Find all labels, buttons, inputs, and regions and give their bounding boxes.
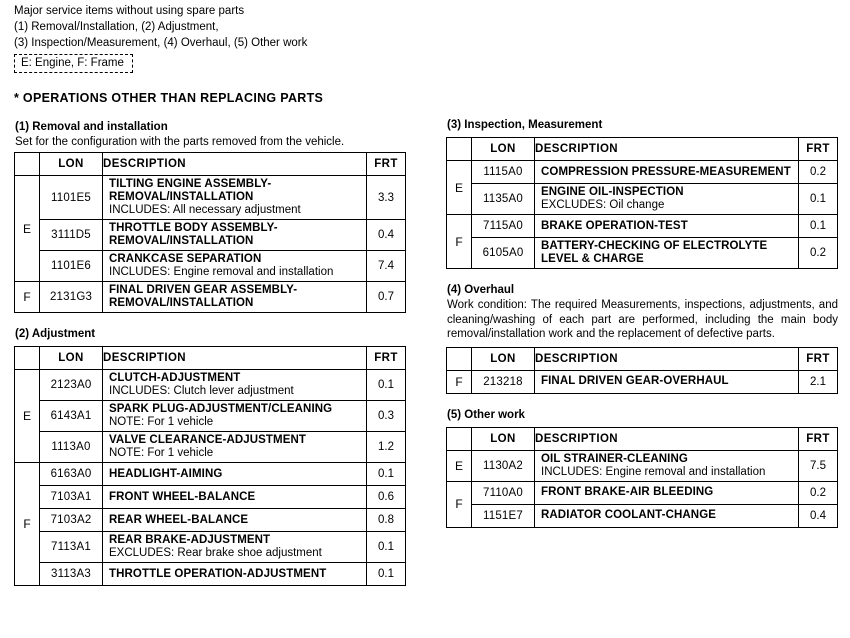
cell-lon: 6163A0 — [40, 463, 103, 486]
description-main: HEADLIGHT-AIMING — [109, 467, 223, 480]
cell-description — [103, 401, 367, 432]
description-note: EXCLUDES: Oil change — [541, 199, 665, 211]
column-header-desc: DESCRIPTION — [103, 347, 367, 370]
cell-lon: 1101E6 — [40, 251, 103, 282]
cell-frt: 0.6 — [367, 486, 406, 509]
column-header-desc: DESCRIPTION — [535, 427, 799, 450]
column-header-ef — [447, 138, 472, 161]
cell-lon: 1130A2 — [472, 450, 535, 481]
table-removal-wrapper — [14, 152, 406, 313]
description-note: INCLUDES: Clutch lever adjustment — [109, 385, 294, 397]
column-header-ef — [447, 347, 472, 370]
cell-description — [103, 370, 367, 401]
column-header-desc: DESCRIPTION — [535, 138, 799, 161]
cell-section-code: F — [447, 370, 472, 393]
document-header — [14, 3, 434, 73]
cell-lon: 1151E7 — [472, 504, 535, 527]
column-header-frt: FRT — [799, 138, 838, 161]
section-subtitle-removal: Set for the configuration with the parts removed from the vehicle. — [15, 136, 345, 148]
cell-frt: 0.2 — [799, 161, 838, 184]
table-row — [15, 532, 406, 563]
cell-frt: 0.7 — [367, 282, 406, 313]
cell-description — [103, 563, 367, 586]
table-row — [15, 251, 406, 282]
cell-lon: 1135A0 — [472, 184, 535, 215]
cell-description — [535, 184, 799, 215]
description-note: INCLUDES: Engine removal and installation — [109, 266, 334, 278]
table-row — [447, 161, 838, 184]
cell-description — [535, 450, 799, 481]
right-column — [446, 118, 838, 528]
cell-lon: 1115A0 — [472, 161, 535, 184]
table-row — [447, 450, 838, 481]
cell-frt: 2.1 — [799, 370, 838, 393]
header-line-3: (3) Inspection/Measurement, (4) Overhaul, (5) Other work — [14, 37, 308, 49]
description-main: REAR BRAKE-ADJUSTMENT — [109, 534, 271, 546]
cell-description — [103, 463, 367, 486]
description-main: OIL STRAINER-CLEANING — [541, 452, 688, 465]
table-header-row — [15, 347, 406, 370]
column-header-lon: LON — [472, 427, 535, 450]
table-row — [15, 370, 406, 401]
table-inspection — [446, 137, 838, 269]
cell-frt: 0.1 — [367, 532, 406, 563]
description-main: FINAL DRIVEN GEAR-OVERHAUL — [541, 375, 729, 387]
cell-section-code: F — [15, 282, 40, 313]
cell-frt: 7.5 — [799, 450, 838, 481]
cell-description — [535, 481, 799, 504]
page-title: * OPERATIONS OTHER THAN REPLACING PARTS — [14, 91, 324, 105]
table-row — [447, 184, 838, 215]
table-row — [15, 401, 406, 432]
table-row — [15, 463, 406, 486]
column-header-desc: DESCRIPTION — [103, 153, 367, 176]
description-main: FRONT WHEEL-BALANCE — [109, 490, 256, 503]
cell-lon: 7110A0 — [472, 481, 535, 504]
column-header-desc: DESCRIPTION — [535, 347, 799, 370]
table-inspection-wrapper — [446, 137, 838, 269]
description-note: INCLUDES: All necessary adjustment — [109, 204, 301, 216]
table-other-wrapper — [446, 427, 838, 528]
cell-frt: 0.2 — [799, 481, 838, 504]
cell-description — [103, 532, 367, 563]
cell-lon: 1113A0 — [40, 432, 103, 463]
table-row — [447, 481, 838, 504]
description-main: CRANKCASE SEPARATION — [109, 253, 262, 265]
table-header-row — [15, 153, 406, 176]
cell-description — [103, 432, 367, 463]
table-header-row — [447, 427, 838, 450]
cell-description — [535, 504, 799, 527]
table-overhaul-wrapper — [446, 347, 838, 394]
table-removal — [14, 152, 406, 313]
table-row — [15, 486, 406, 509]
cell-lon: 7103A2 — [40, 509, 103, 532]
table-row — [15, 563, 406, 586]
description-main: REAR WHEEL-BALANCE — [109, 513, 249, 526]
description-main: THROTTLE BODY ASSEMBLY-REMOVAL/INSTALLATION — [109, 222, 278, 247]
cell-lon: 6143A1 — [40, 401, 103, 432]
column-header-lon: LON — [40, 153, 103, 176]
description-main: VALVE CLEARANCE-ADJUSTMENT — [109, 434, 307, 446]
table-header-row — [447, 347, 838, 370]
cell-description — [103, 176, 367, 220]
cell-description — [103, 251, 367, 282]
table-row — [15, 509, 406, 532]
cell-section-code: E — [15, 176, 40, 282]
header-line-1: Major service items without using spare parts — [14, 5, 245, 17]
description-main: CLUTCH-ADJUSTMENT — [109, 372, 241, 384]
cell-frt: 3.3 — [367, 176, 406, 220]
description-main: FINAL DRIVEN GEAR ASSEMBLY-REMOVAL/INSTALLATION — [109, 284, 298, 309]
column-header-frt: FRT — [367, 347, 406, 370]
table-row — [447, 370, 838, 393]
cell-section-code: F — [447, 481, 472, 527]
description-main: BATTERY-CHECKING OF ELECTROLYTE LEVEL & CHARGE — [541, 240, 768, 265]
cell-lon: 1101E5 — [40, 176, 103, 220]
column-header-lon: LON — [472, 138, 535, 161]
description-main: FRONT BRAKE-AIR BLEEDING — [541, 486, 714, 498]
table-adjustment-wrapper — [14, 346, 406, 586]
cell-lon: 213218 — [472, 370, 535, 393]
cell-frt: 0.4 — [799, 504, 838, 527]
section-title-inspection: (3) Inspection, Measurement — [447, 119, 603, 131]
cell-frt: 0.1 — [367, 463, 406, 486]
table-row — [447, 504, 838, 527]
column-header-ef — [15, 347, 40, 370]
description-main: THROTTLE OPERATION-ADJUSTMENT — [109, 567, 327, 580]
cell-description — [535, 238, 799, 269]
cell-frt: 0.2 — [799, 238, 838, 269]
section-title-other: (5) Other work — [447, 408, 525, 421]
column-header-lon: LON — [40, 347, 103, 370]
cell-frt: 0.1 — [367, 370, 406, 401]
description-main: TILTING ENGINE ASSEMBLY-REMOVAL/INSTALLATION — [109, 178, 272, 203]
table-row — [15, 282, 406, 313]
cell-section-code: F — [15, 463, 40, 586]
description-main: BRAKE OPERATION-TEST — [541, 219, 688, 232]
legend-box: E: Engine, F: Frame — [14, 54, 133, 73]
table-row — [15, 432, 406, 463]
cell-lon: 2123A0 — [40, 370, 103, 401]
table-row — [15, 220, 406, 251]
table-other — [446, 427, 838, 528]
description-note: INCLUDES: Engine removal and installation — [541, 465, 766, 478]
cell-section-code: E — [15, 370, 40, 463]
column-header-frt: FRT — [799, 347, 838, 370]
table-header-row — [447, 138, 838, 161]
description-note: NOTE: For 1 vehicle — [109, 447, 214, 459]
description-main: COMPRESSION PRESSURE-MEASUREMENT — [541, 165, 791, 178]
cell-section-code: E — [447, 161, 472, 215]
cell-description — [535, 161, 799, 184]
cell-section-code: F — [447, 215, 472, 269]
table-overhaul — [446, 347, 838, 394]
cell-lon: 6105A0 — [472, 238, 535, 269]
cell-description — [103, 220, 367, 251]
cell-frt: 1.2 — [367, 432, 406, 463]
cell-frt: 0.1 — [799, 215, 838, 238]
cell-description — [103, 509, 367, 532]
cell-lon: 7113A1 — [40, 532, 103, 563]
cell-section-code: E — [447, 450, 472, 481]
table-row — [447, 215, 838, 238]
cell-frt: 0.1 — [799, 184, 838, 215]
header-line-2: (1) Removal/Installation, (2) Adjustment, — [14, 21, 219, 33]
cell-frt: 0.1 — [367, 563, 406, 586]
table-adjustment — [14, 346, 406, 586]
cell-frt: 0.4 — [367, 220, 406, 251]
cell-lon: 7115A0 — [472, 215, 535, 238]
table-row — [447, 238, 838, 269]
cell-frt: 0.3 — [367, 401, 406, 432]
section-title-removal: (1) Removal and installation — [15, 121, 168, 133]
description-main: RADIATOR COOLANT-CHANGE — [541, 509, 717, 521]
description-main: ENGINE OIL-INSPECTION — [541, 186, 684, 198]
description-main: SPARK PLUG-ADJUSTMENT/CLEANING — [109, 403, 333, 415]
cell-frt: 0.8 — [367, 509, 406, 532]
section-paragraph-overhaul: Work condition: The required Measurements, inspections, adjustments, and cleaning/washing of each part are performed, including the main body removal/installation work and the replacement of defective parts. — [447, 299, 838, 340]
cell-frt: 7.4 — [367, 251, 406, 282]
column-header-lon: LON — [472, 347, 535, 370]
column-header-ef — [15, 153, 40, 176]
column-header-frt: FRT — [799, 427, 838, 450]
column-header-frt: FRT — [367, 153, 406, 176]
cell-lon: 7103A1 — [40, 486, 103, 509]
cell-lon: 2131G3 — [40, 282, 103, 313]
description-note: NOTE: For 1 vehicle — [109, 416, 214, 428]
column-header-ef — [447, 427, 472, 450]
cell-lon: 3113A3 — [40, 563, 103, 586]
cell-description — [535, 370, 799, 393]
section-title-overhaul: (4) Overhaul — [447, 284, 515, 296]
description-note: EXCLUDES: Rear brake shoe adjustment — [109, 547, 322, 559]
cell-description — [103, 282, 367, 313]
cell-description — [103, 486, 367, 509]
section-title-adjustment: (2) Adjustment — [15, 328, 96, 340]
cell-lon: 3111D5 — [40, 220, 103, 251]
cell-description — [535, 215, 799, 238]
left-column — [14, 120, 406, 586]
table-row — [15, 176, 406, 220]
